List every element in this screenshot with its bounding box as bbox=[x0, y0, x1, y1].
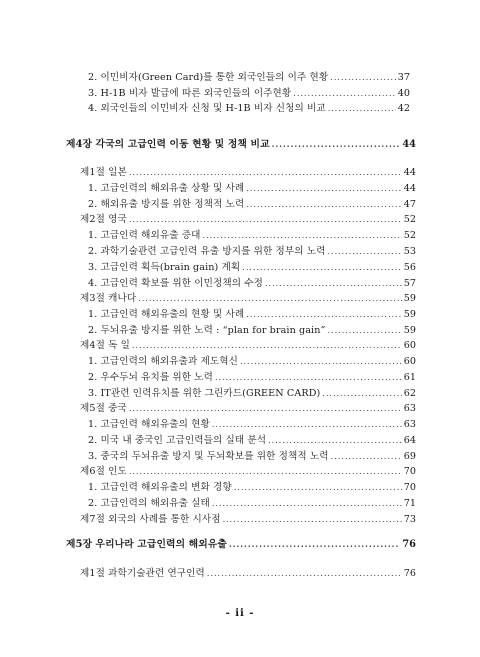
toc-entry-title: 4. 외국인들의 이민비자 신청 및 H-1B 비자 신청의 비교 bbox=[88, 103, 326, 114]
toc-leader bbox=[246, 309, 402, 321]
toc-entry-title: 2. 두뇌유출 방지를 위한 노력 : “plan for brain gain” bbox=[88, 325, 326, 336]
toc-leader bbox=[246, 183, 402, 195]
toc-section-page: 44 bbox=[403, 167, 416, 178]
toc-entry-title: 2. 고급인력의 해외유출 실태 bbox=[88, 498, 210, 509]
toc-entry-page: 63 bbox=[403, 419, 416, 430]
toc-entry-title: 3. 고급인력 획득(brain gain) 계획 bbox=[88, 262, 241, 273]
toc-entry-title: 3. IT관련 인력유치를 위한 그린카드(GREEN CARD) bbox=[88, 388, 321, 399]
toc-entry-title: 1. 고급인력의 해외유출 상황 및 사례 bbox=[88, 183, 245, 194]
toc-chapter-page: 76 bbox=[402, 539, 416, 550]
toc-chapter-page: 44 bbox=[402, 139, 416, 150]
toc-section-title: 제7절 외국의 사례를 통한 시사점 bbox=[80, 514, 221, 525]
toc-section bbox=[80, 466, 416, 478]
toc-entry-page: 52 bbox=[403, 230, 416, 241]
toc-chapter-title: 제5장 우리나라 고급인력의 해외유출 bbox=[66, 539, 227, 550]
toc-chapter-title: 제4장 각국의 고급인력 이동 현황 및 정책 비교 bbox=[66, 139, 270, 150]
toc-leader bbox=[234, 482, 402, 494]
toc-section bbox=[80, 514, 416, 526]
toc-leader bbox=[246, 199, 402, 211]
toc-entry-page: 59 bbox=[403, 325, 416, 336]
toc-leader bbox=[215, 372, 402, 384]
toc-entry bbox=[88, 262, 416, 274]
toc-leader bbox=[328, 325, 402, 337]
toc-entry-title: 2. 과학기술관련 고급인력 유출 방지를 위한 정부의 노력 bbox=[88, 246, 326, 257]
toc-entry-page: 62 bbox=[403, 388, 416, 399]
toc-leader bbox=[129, 214, 402, 226]
toc-leader bbox=[223, 514, 402, 526]
toc-entry bbox=[88, 482, 416, 494]
toc-entry-title: 3. 중국의 두뇌유출 방지 및 두뇌확보를 위한 정책적 노력 bbox=[88, 451, 329, 462]
toc-section-page: 70 bbox=[403, 466, 416, 477]
toc-section bbox=[80, 403, 416, 415]
toc-leader bbox=[330, 72, 395, 84]
toc-entry-title: 3. H-1B 비자 발급에 따른 외국인들의 이주현황 bbox=[88, 88, 292, 99]
toc-entry-title: 2. 해외유출 방지를 위한 정책적 노력 bbox=[88, 199, 245, 210]
toc-entry-title: 4. 고급인력 확보를 위한 이민정책의 수정 bbox=[88, 278, 263, 289]
toc-section-page: 60 bbox=[403, 340, 416, 351]
toc-entry-title: 1. 고급인력 해외유출의 현황 및 사례 bbox=[88, 309, 245, 320]
toc-leader bbox=[129, 403, 402, 415]
toc-entry bbox=[88, 309, 416, 321]
toc-section-title: 제5절 중국 bbox=[80, 403, 127, 414]
toc-leader bbox=[229, 538, 400, 550]
toc-entry bbox=[88, 278, 416, 290]
toc-entry-page: 47 bbox=[403, 199, 416, 210]
toc-entry-title: 1. 고급인력의 해외유출과 제도혁신 bbox=[88, 356, 238, 367]
toc-section bbox=[80, 214, 416, 226]
toc-section-title: 제1절 일본 bbox=[80, 167, 127, 178]
toc-entry-title: 1. 고급인력 해외유출 증대 bbox=[88, 230, 201, 241]
toc-leader bbox=[202, 230, 401, 242]
toc-entry-page: 57 bbox=[403, 278, 416, 289]
toc-entry-page: 44 bbox=[403, 183, 416, 194]
toc-entry-title: 2. 이민비자(Green Card)를 통한 외국인들의 이주 현황 bbox=[88, 72, 329, 83]
toc-leader bbox=[129, 167, 402, 179]
toc-section bbox=[80, 293, 416, 305]
page-number: - ii - bbox=[225, 608, 255, 619]
toc-entry-page: 42 bbox=[397, 103, 410, 114]
toc-entry bbox=[88, 88, 410, 100]
toc-section-page: 59 bbox=[403, 293, 416, 304]
toc-leader bbox=[240, 356, 402, 368]
toc-section-page: 73 bbox=[403, 514, 416, 525]
toc-leader bbox=[212, 498, 402, 510]
toc-leader bbox=[272, 138, 401, 150]
toc-chapter bbox=[66, 138, 416, 150]
toc-entry bbox=[88, 183, 416, 195]
toc-section-page: 76 bbox=[403, 568, 416, 579]
toc-entry-page: 56 bbox=[403, 262, 416, 273]
toc-leader bbox=[331, 451, 402, 463]
toc-entry-page: 69 bbox=[403, 451, 416, 462]
toc-entry bbox=[88, 356, 416, 368]
toc-entry bbox=[88, 388, 416, 400]
toc-section-page: 63 bbox=[403, 403, 416, 414]
toc-entry-page: 60 bbox=[403, 356, 416, 367]
toc-entry bbox=[88, 103, 410, 115]
toc-section-title: 제3절 캐나다 bbox=[80, 293, 137, 304]
toc-entry-title: 1. 고급인력 해외유출의 현황 bbox=[88, 419, 210, 430]
toc-leader bbox=[322, 388, 401, 400]
toc-leader bbox=[242, 262, 402, 274]
toc-entry-page: 37 bbox=[397, 72, 410, 83]
toc-section bbox=[80, 340, 416, 352]
toc-entry bbox=[88, 372, 416, 384]
toc-entry-title: 2. 미국 내 중국인 고급인력들의 실태 분석 bbox=[88, 435, 267, 446]
toc-section bbox=[80, 568, 416, 580]
toc-leader bbox=[129, 466, 402, 478]
toc-entry-page: 59 bbox=[403, 309, 416, 320]
toc-section-title: 제6절 인도 bbox=[80, 466, 127, 477]
toc-leader bbox=[328, 246, 402, 258]
toc-entry-title: 1. 고급인력 해외유출의 변화 경향 bbox=[88, 482, 232, 493]
toc-entry-title: 2. 우수두뇌 유치를 위한 노력 bbox=[88, 372, 213, 383]
toc-entry bbox=[88, 230, 416, 242]
toc-leader bbox=[207, 568, 402, 580]
toc-entry bbox=[88, 435, 416, 447]
toc-entry bbox=[88, 451, 416, 463]
toc-leader bbox=[265, 278, 402, 290]
toc-entry-page: 61 bbox=[403, 372, 416, 383]
toc-entry bbox=[88, 246, 416, 258]
toc-leader bbox=[293, 88, 395, 100]
toc-entry bbox=[88, 325, 416, 337]
toc-leader bbox=[132, 340, 402, 352]
toc-chapter bbox=[66, 538, 416, 550]
toc-entry-page: 53 bbox=[403, 246, 416, 257]
toc-entry-page: 40 bbox=[397, 88, 410, 99]
toc-entry-page: 71 bbox=[403, 498, 416, 509]
toc-entry bbox=[88, 498, 416, 510]
toc-leader bbox=[328, 103, 396, 115]
toc-section bbox=[80, 167, 416, 179]
toc-entry bbox=[88, 419, 416, 431]
toc-leader bbox=[268, 435, 402, 447]
toc-section-title: 제1절 과학기술관련 연구인력 bbox=[80, 568, 205, 579]
toc-entry bbox=[88, 72, 410, 84]
toc-entry-page: 70 bbox=[403, 482, 416, 493]
toc-section-page: 52 bbox=[403, 214, 416, 225]
toc-section-title: 제4절 독 일 bbox=[80, 340, 130, 351]
toc-leader bbox=[212, 419, 402, 431]
toc-entry bbox=[88, 199, 416, 211]
toc-leader bbox=[138, 293, 402, 305]
toc-section-title: 제2절 영국 bbox=[80, 214, 127, 225]
toc-entry-page: 64 bbox=[403, 435, 416, 446]
